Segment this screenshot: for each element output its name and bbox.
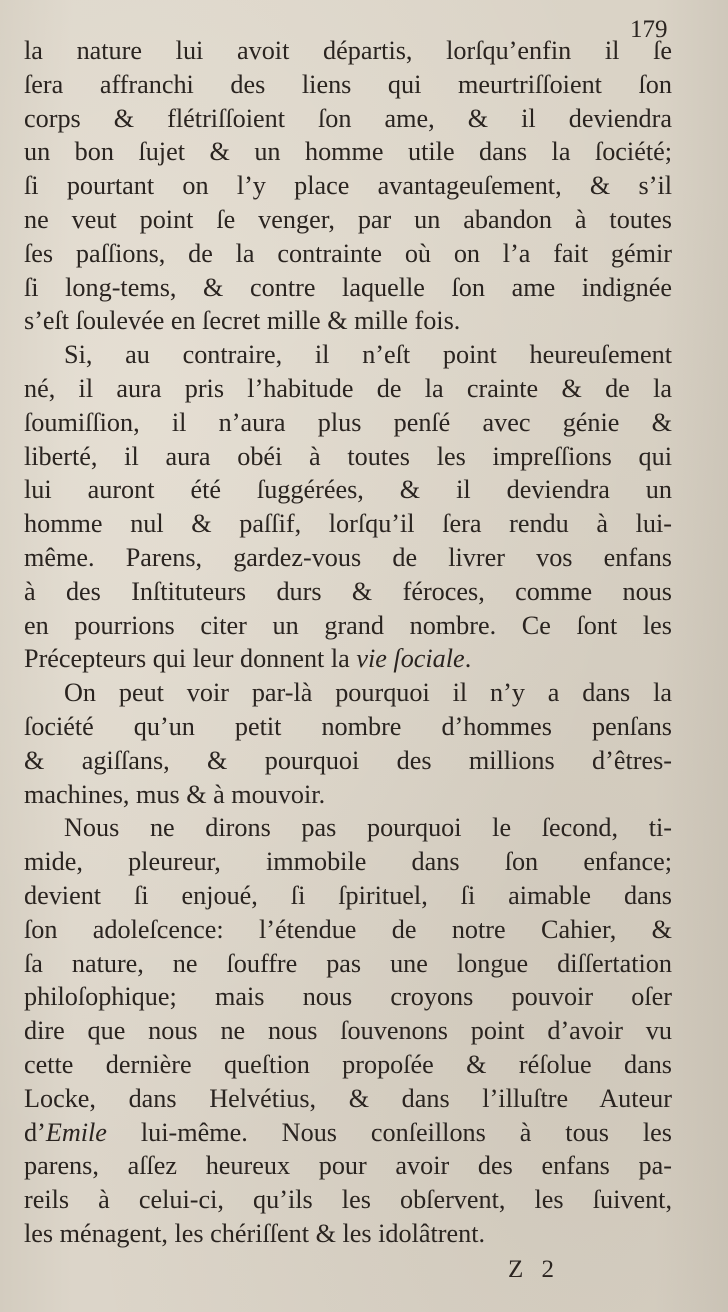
text-line: ne veut point ſe venger, par un abandon à toutes bbox=[24, 204, 672, 234]
paragraph-start-line: Nous ne dirons pas pourquoi le ſecond, ti- bbox=[64, 813, 672, 843]
text-line: à des Inſtituteurs durs & féroces, comme nous bbox=[24, 576, 672, 606]
italic-phrase: vie ſociale bbox=[356, 644, 465, 674]
text-line: ſoumiſſion, il n’aura plus penſé avec génie & bbox=[24, 407, 672, 437]
text-run: lui-même. Nous conſeillons à tous les bbox=[106, 1117, 672, 1147]
paragraph-start-line: On peut voir par-là pourquoi il n’y a dans la bbox=[64, 678, 672, 708]
text-run: . bbox=[464, 644, 472, 674]
paragraph-start-line: Si, au contraire, il n’eſt point heureuſement bbox=[64, 340, 672, 370]
signature-mark: Z 2 bbox=[508, 1256, 561, 1283]
text-line: & agiſſans, & pourquoi des millions d’êtres- bbox=[24, 745, 672, 775]
text-line: ſociété qu’un petit nombre d’hommes penſans bbox=[24, 711, 672, 741]
text-line: dire que nous ne nous ſouvenons point d’avoir vu bbox=[24, 1016, 672, 1046]
body-text bbox=[24, 34, 672, 1251]
text-line: cette dernière queſtion propoſée & réſolue dans bbox=[24, 1049, 672, 1079]
text-line: ſon adoleſcence: l’étendue de notre Cahier, & bbox=[24, 914, 672, 944]
text-line: ſi pourtant on l’y place avantageuſement, & s’il bbox=[24, 171, 672, 201]
text-line: ſes paſſions, de la contrainte où on l’a fait gémir bbox=[24, 238, 672, 268]
text-line: devient ſi enjoué, ſi ſpirituel, ſi aimable dans bbox=[24, 880, 672, 910]
text-line: Locke, dans Helvétius, & dans l’illuſtre Auteur bbox=[24, 1083, 672, 1113]
text-line: mide, pleureur, immobile dans ſon enfance; bbox=[24, 847, 672, 877]
paragraph-end-line bbox=[24, 642, 672, 676]
text-line: même. Parens, gardez-vous de livrer vos enfans bbox=[24, 542, 672, 572]
text-line: la nature lui avoit départis, lorſqu’enfin il ſe bbox=[24, 36, 672, 65]
text-line: lui auront été ſuggérées, & il deviendra un bbox=[24, 475, 672, 505]
text-line: liberté, il aura obéi à toutes les impreſſions qui bbox=[24, 441, 672, 471]
paragraph-end-line: les ménagent, les chériſſent & les idolâtrent. bbox=[24, 1218, 486, 1248]
text-line: un bon ſujet & un homme utile dans la ſociété; bbox=[24, 137, 672, 167]
text-line: ſa nature, ne ſouffre pas une longue diſſertation bbox=[24, 948, 672, 978]
text-line: homme nul & paſſif, lorſqu’il ſera rendu à lui- bbox=[24, 509, 672, 539]
text-line: corps & flétriſſoient ſon ame, & il deviendra bbox=[24, 103, 672, 133]
text-run: Précepteurs qui leur donnent la bbox=[24, 644, 357, 674]
text-line: en pourrions citer un grand nombre. Ce ſont les bbox=[24, 610, 672, 640]
text-line: parens, aſſez heureux pour avoir des enfans pa- bbox=[24, 1151, 672, 1181]
paragraph-end-line: s’eſt ſoulevée en ſecret mille & mille fois. bbox=[24, 306, 461, 336]
text-line: ſera affranchi des liens qui meurtriſſoient ſon bbox=[24, 69, 672, 99]
italic-title: Emile bbox=[45, 1117, 107, 1147]
text-line: ſi long-tems, & contre laquelle ſon ame indignée bbox=[24, 272, 672, 302]
text-line bbox=[24, 1116, 672, 1150]
text-run: d’ bbox=[24, 1117, 46, 1147]
text-line: reils à celui-ci, qu’ils les obſervent, les ſuivent, bbox=[24, 1185, 672, 1215]
paragraph-end-line: machines, mus & à mouvoir. bbox=[24, 779, 326, 809]
text-line: né, il aura pris l’habitude de la crainte & de la bbox=[24, 373, 672, 403]
text-line: philoſophique; mais nous croyons pouvoir oſer bbox=[24, 982, 672, 1012]
page-number: 179 bbox=[630, 16, 668, 43]
